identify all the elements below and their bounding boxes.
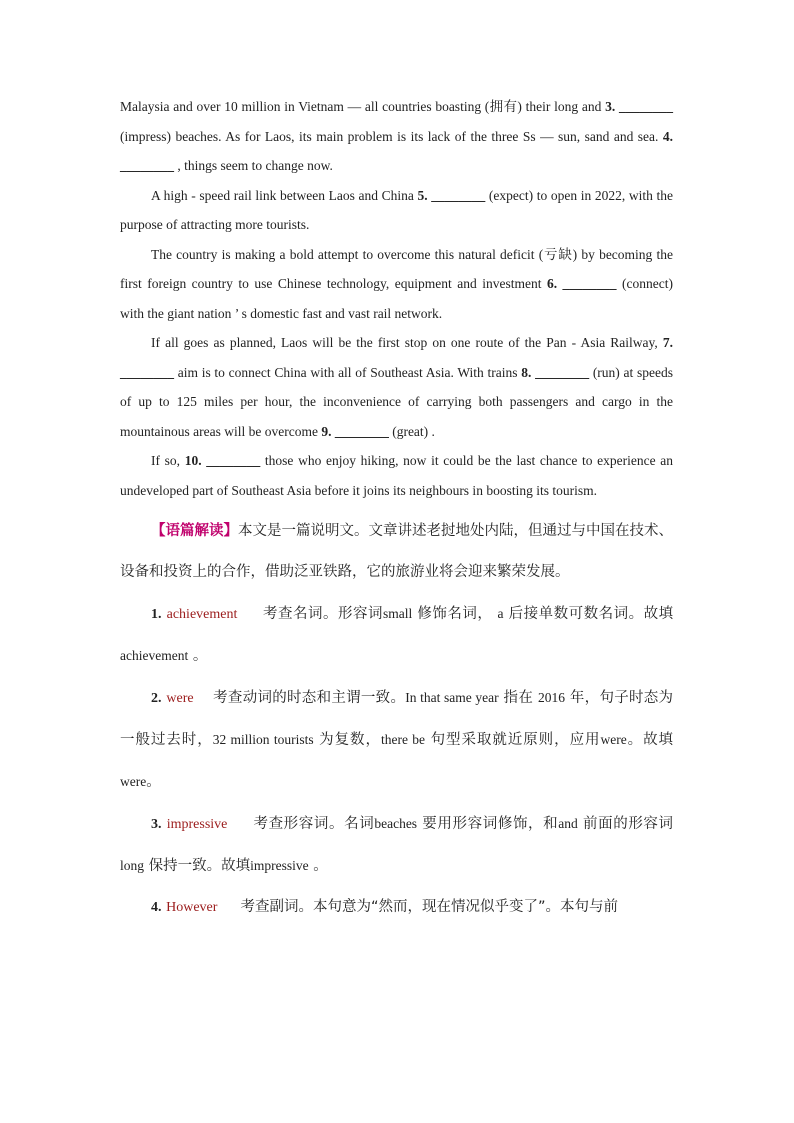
passage-paragraph-1: Malaysia and over 10 million in Vietnam — all countries boasting (拥有) their long and 3. ________ (impress) beaches. As for Laos, its main problem is its lack of the three Ss — sun, sand and sea. 4. ________ , things seem to change now. (120, 99, 673, 173)
answer-item-4: 4. However 考查副词。本句意为“然而，现在情况似乎变了”。本句与前 (151, 899, 618, 915)
discourse-analysis (120, 511, 673, 593)
answer-number: 2. (151, 691, 162, 706)
answer-item-1: 1. achievement 考查名词。形容词small 修饰名词， a 后接单数可数名词。故填achievement 。 (120, 606, 674, 664)
passage-paragraph-3: The country is making a bold attempt to overcome this natural deficit (亏缺) by becoming the first foreign country to use Chinese technology, equipment and investment 6. ________ (connect) with the giant nation ’ s domestic fast and vast rail network. (120, 246, 674, 321)
blank-10: ________ (201, 453, 265, 468)
answer-item-2: 2. were 考查动词的时态和主谓一致。In that same year 指在 2016 年，句子时态为一般过去时，32 million tourists 为复数，there be 句型采取就近原则，应用were。故填were。 (120, 690, 674, 790)
passage-paragraph-4: If all goes as planned, Laos will be the first stop on one route of the Pan - Asia Railway, 7. ________ aim is to connect China with all of Southeast Asia. With trains 8. ________ (run) at speeds of up to 125 miles per hour, the inconvenience of carrying both passengers and cargo in the mountainous areas will be overcome 9. ________ (great) . (120, 335, 673, 439)
blank-6: ________ (557, 276, 623, 291)
blank-number-10: 10. (184, 453, 202, 468)
blank-number-8: 8. (521, 364, 532, 380)
analysis-text: 本文是一篇说明文。文章讲述老挝地处内陆，但通过与中国在技术、设备和投资上的合作，借助泛亚铁路，它的旅游业将会迎来繁荣发展。 (120, 523, 673, 580)
answer-number: 4. (151, 900, 162, 915)
blank-number-5: 5. (417, 187, 428, 203)
answer-word: achievement (166, 607, 238, 622)
blank-9: ________ (331, 423, 393, 439)
analysis-tag: 【语篇解读】 (151, 523, 238, 539)
answer-word: impressive (166, 817, 228, 832)
blank-number-7: 7. (662, 335, 673, 350)
blank-number-3: 3. (605, 99, 616, 114)
passage-paragraph-2: A high - speed rail link between Laos and China 5. ________ (expect) to open in 2022, with the purpose of attracting more tourists. (120, 187, 674, 232)
answer-number: 1. (151, 607, 162, 622)
blank-5: ________ (427, 187, 489, 203)
passage-paragraph-5: If so, 10. ________ those who enjoy hiking, now it could be the last chance to experience an undeveloped part of Southeast Asia before it joins its neighbours in boosting its tourism. (120, 453, 674, 498)
blank-number-6: 6. (546, 276, 558, 291)
blank-7: ________ (120, 364, 178, 380)
answer-item-3: 3. impressive 考查形容词。名词beaches 要用形容词修饰，和and 前面的形容词long 保持一致。故填impressive 。 (120, 816, 674, 874)
blank-8: ________ (531, 364, 593, 380)
answer-number: 3. (151, 817, 162, 832)
answer-word: However (166, 900, 218, 915)
blank-number-4: 4. (662, 128, 673, 144)
blank-4: ________ (120, 158, 178, 173)
blank-number-9: 9. (321, 423, 332, 439)
answer-word: were (166, 691, 194, 706)
blank-3: ________ (615, 99, 673, 114)
document-page (120, 92, 673, 928)
